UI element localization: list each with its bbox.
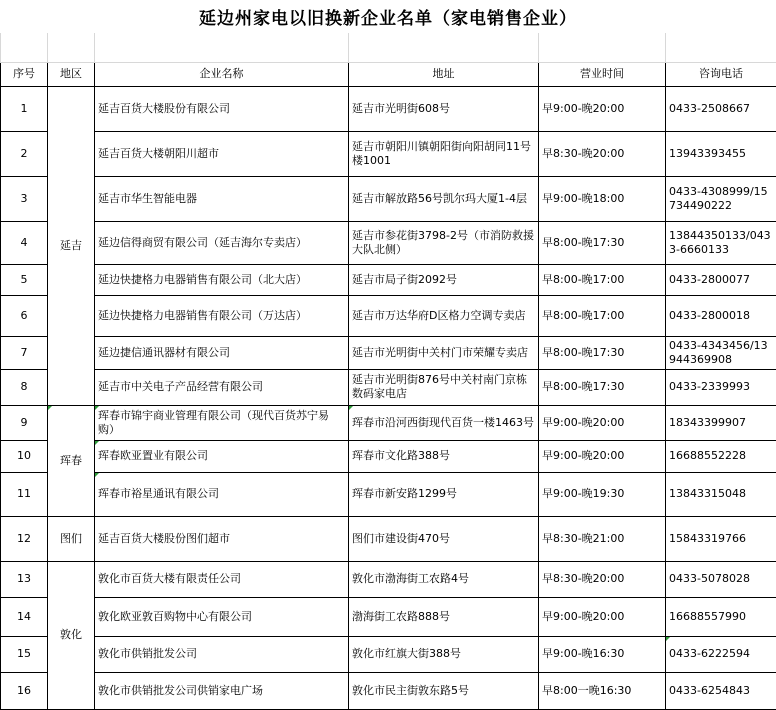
hours-cell: 早8:00-晚17:00 <box>539 295 666 336</box>
row-number-cell: 16 <box>1 672 48 709</box>
company-cell: 延吉百货大楼股份图们超市 <box>95 516 349 561</box>
address-cell: 延吉市局子街2092号 <box>349 264 539 295</box>
table-row <box>1 597 776 636</box>
row-number-cell: 3 <box>1 176 48 221</box>
phone-cell: 0433-4343456/13944369908 <box>666 336 776 369</box>
phone-cell: 0433-4308999/15734490222 <box>666 176 776 221</box>
company-cell: 珲春市裕星通讯有限公司 <box>95 472 349 516</box>
company-cell: 延吉百货大楼股份有限公司 <box>95 86 349 131</box>
address-cell: 延吉市参花街3798-2号（市消防救援大队北侧） <box>349 221 539 264</box>
phone-cell: 18343399907 <box>666 405 776 440</box>
region-cell: 敦化 <box>48 561 95 709</box>
row-number-cell: 14 <box>1 597 48 636</box>
row-number-cell: 5 <box>1 264 48 295</box>
table-row <box>1 636 776 672</box>
company-cell: 延吉市中关电子产品经营有限公司 <box>95 369 349 405</box>
company-cell: 敦化欧亚敦百购物中心有限公司 <box>95 597 349 636</box>
hours-cell: 早9:00-晚19:30 <box>539 472 666 516</box>
table-row <box>1 336 776 369</box>
phone-cell: 0433-2800077 <box>666 264 776 295</box>
table-row <box>1 440 776 472</box>
company-cell: 延边捷信通讯器材有限公司 <box>95 336 349 369</box>
table-row <box>1 176 776 221</box>
table-row <box>1 295 776 336</box>
row-number-cell: 15 <box>1 636 48 672</box>
company-cell: 延边快捷格力电器销售有限公司（北大店） <box>95 264 349 295</box>
phone-cell: 16688557990 <box>666 597 776 636</box>
table-row <box>1 131 776 176</box>
table-row <box>1 369 776 405</box>
region-cell: 珲春 <box>48 405 95 516</box>
company-cell: 敦化市百货大楼有限责任公司 <box>95 561 349 597</box>
table-row <box>1 516 776 561</box>
address-cell: 延吉市光明街中关村门市荣耀专卖店 <box>349 336 539 369</box>
row-number-cell: 11 <box>1 472 48 516</box>
table-row <box>1 672 776 709</box>
row-number-cell: 2 <box>1 131 48 176</box>
header-row <box>1 62 776 86</box>
address-cell: 延吉市光明街608号 <box>349 86 539 131</box>
phone-cell: 13844350133/0433-6660133 <box>666 221 776 264</box>
header-address: 地址 <box>349 62 539 86</box>
enterprise-table <box>0 33 776 710</box>
company-cell: 延吉百货大楼朝阳川超市 <box>95 131 349 176</box>
table-row <box>1 561 776 597</box>
hours-cell: 早8:00-晚17:30 <box>539 221 666 264</box>
company-cell: 延边信得商贸有限公司（延吉海尔专卖店） <box>95 221 349 264</box>
table-row <box>1 86 776 131</box>
address-cell: 珲春市沿河西街现代百货一楼1463号 <box>349 405 539 440</box>
table-row <box>1 221 776 264</box>
address-cell: 珲春市文化路388号 <box>349 440 539 472</box>
company-cell: 敦化市供销批发公司供销家电广场 <box>95 672 349 709</box>
hours-cell: 早9:00-晚16:30 <box>539 636 666 672</box>
phone-cell: 13943393455 <box>666 131 776 176</box>
company-cell: 珲春欧亚置业有限公司 <box>95 440 349 472</box>
hours-cell: 早8:00-晚17:30 <box>539 369 666 405</box>
hours-cell: 早8:30-晚20:00 <box>539 131 666 176</box>
row-number-cell: 12 <box>1 516 48 561</box>
hours-cell: 早8:00-晚17:30 <box>539 336 666 369</box>
header-no: 序号 <box>1 62 48 86</box>
table-row <box>1 264 776 295</box>
company-cell: 敦化市供销批发公司 <box>95 636 349 672</box>
phone-cell: 0433-6222594 <box>666 636 776 672</box>
row-number-cell: 1 <box>1 86 48 131</box>
hours-cell: 早9:00-晚18:00 <box>539 176 666 221</box>
header-company: 企业名称 <box>95 62 349 86</box>
header-phone: 咨询电话 <box>666 62 776 86</box>
hours-cell: 早8:00一晚16:30 <box>539 672 666 709</box>
hours-cell: 早9:00-晚20:00 <box>539 440 666 472</box>
phone-cell: 15843319766 <box>666 516 776 561</box>
row-number-cell: 4 <box>1 221 48 264</box>
blank-row <box>1 33 776 62</box>
address-cell: 珲春市新安路1299号 <box>349 472 539 516</box>
hours-cell: 早8:00-晚17:00 <box>539 264 666 295</box>
header-hours: 营业时间 <box>539 62 666 86</box>
company-cell: 珲春市锦宇商业管理有限公司（现代百货苏宁易购） <box>95 405 349 440</box>
hours-cell: 早8:30-晚21:00 <box>539 516 666 561</box>
address-cell: 图们市建设街470号 <box>349 516 539 561</box>
address-cell: 延吉市朝阳川镇朝阳街向阳胡同11号楼1001 <box>349 131 539 176</box>
address-cell: 延吉市解放路56号凯尔玛大厦1-4层 <box>349 176 539 221</box>
row-number-cell: 10 <box>1 440 48 472</box>
row-number-cell: 6 <box>1 295 48 336</box>
phone-cell: 13843315048 <box>666 472 776 516</box>
row-number-cell: 9 <box>1 405 48 440</box>
address-cell: 渤海街工农路888号 <box>349 597 539 636</box>
table-row <box>1 405 776 440</box>
hours-cell: 早9:00-晚20:00 <box>539 597 666 636</box>
region-cell: 图们 <box>48 516 95 561</box>
phone-cell: 0433-2508667 <box>666 86 776 131</box>
phone-cell: 0433-2339993 <box>666 369 776 405</box>
table-row <box>1 472 776 516</box>
row-number-cell: 13 <box>1 561 48 597</box>
hours-cell: 早9:00-晚20:00 <box>539 405 666 440</box>
company-cell: 延吉市华生智能电器 <box>95 176 349 221</box>
header-region: 地区 <box>48 62 95 86</box>
phone-cell: 0433-2800018 <box>666 295 776 336</box>
hours-cell: 早9:00-晚20:00 <box>539 86 666 131</box>
address-cell: 敦化市民主街敦东路5号 <box>349 672 539 709</box>
address-cell: 延吉市光明街876号中关村南门京栋数码家电店 <box>349 369 539 405</box>
phone-cell: 0433-6254843 <box>666 672 776 709</box>
company-cell: 延边快捷格力电器销售有限公司（万达店） <box>95 295 349 336</box>
address-cell: 延吉市万达华府D区格力空调专卖店 <box>349 295 539 336</box>
hours-cell: 早8:30-晚20:00 <box>539 561 666 597</box>
region-cell: 延吉 <box>48 86 95 405</box>
row-number-cell: 8 <box>1 369 48 405</box>
phone-cell: 16688552228 <box>666 440 776 472</box>
phone-cell: 0433-5078028 <box>666 561 776 597</box>
address-cell: 敦化市红旗大街388号 <box>349 636 539 672</box>
page-title: 延边州家电以旧换新企业名单（家电销售企业） <box>0 0 776 33</box>
row-number-cell: 7 <box>1 336 48 369</box>
address-cell: 敦化市渤海街工农路4号 <box>349 561 539 597</box>
